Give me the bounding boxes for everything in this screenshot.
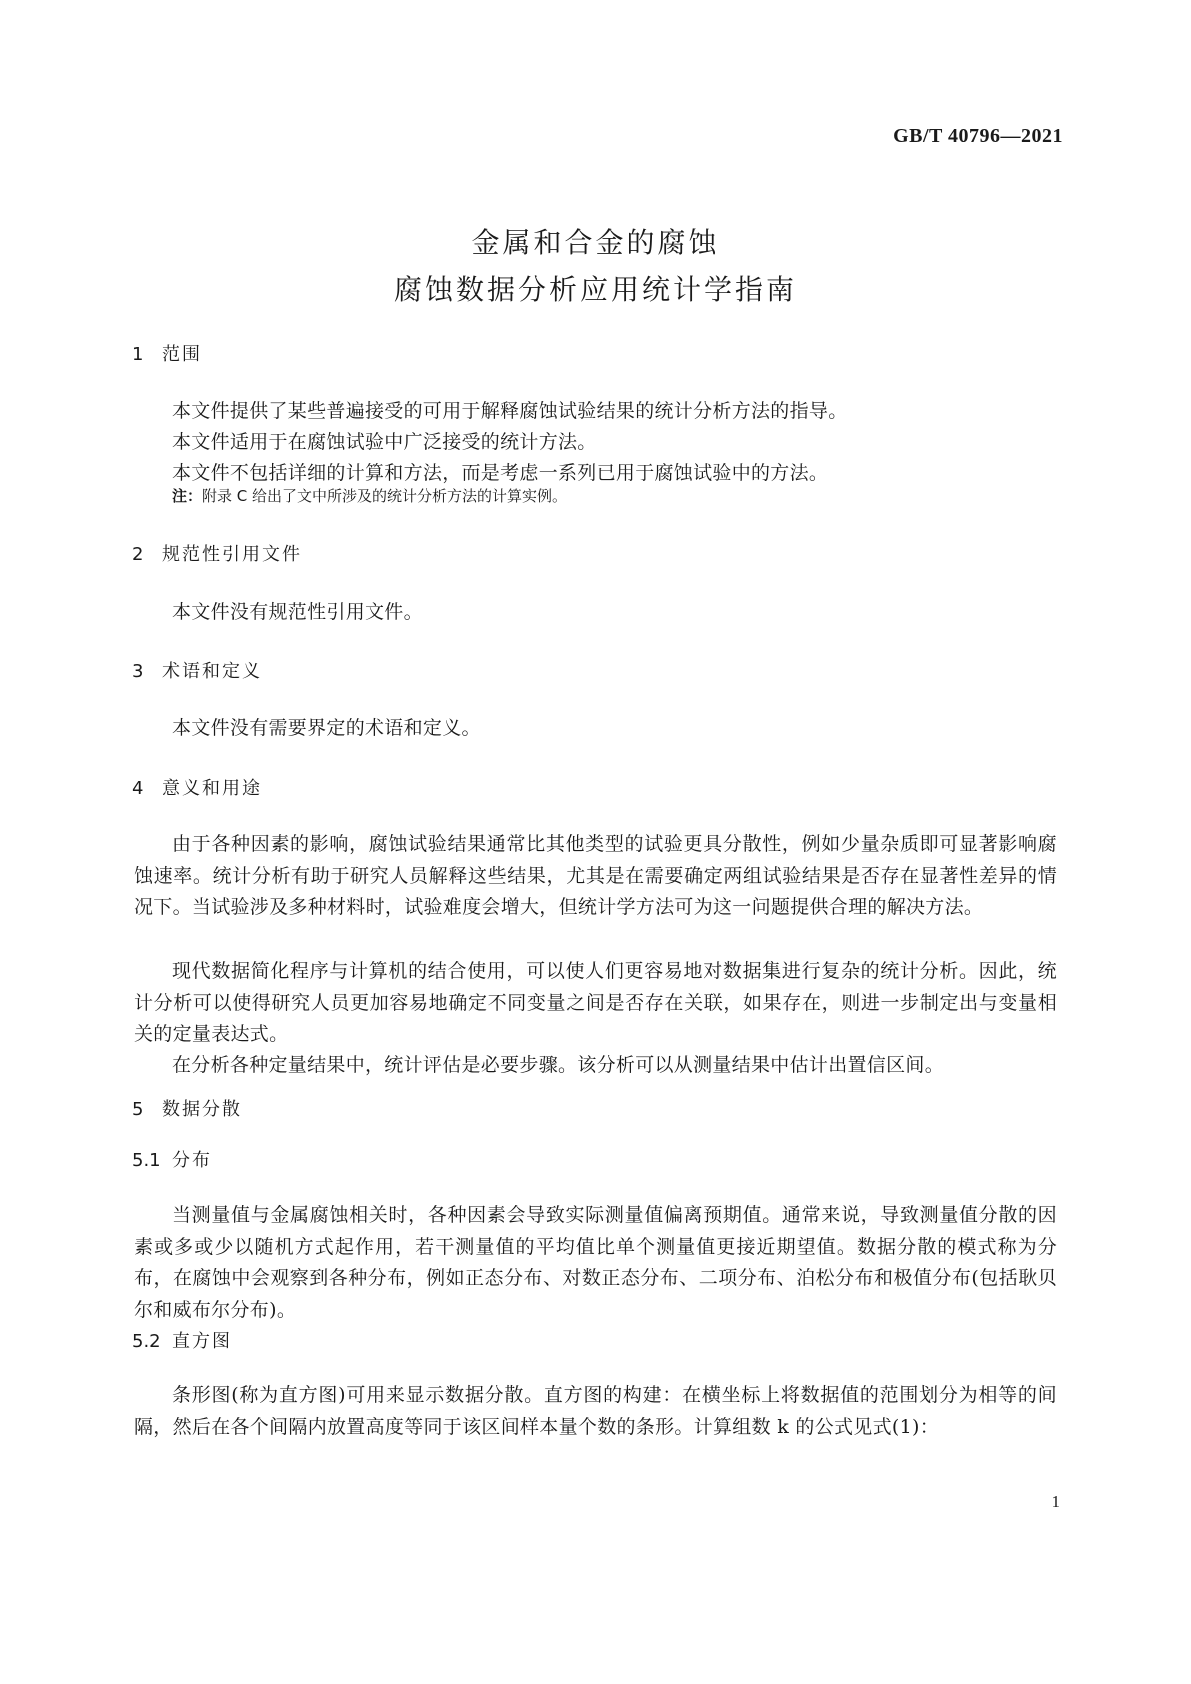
paragraph: 本文件适用于在腐蚀试验中广泛接受的统计方法。 [172,431,597,453]
standard-code: GB/T 40796—2021 [893,125,1063,147]
section-number: 5.1 [132,1150,161,1171]
section-5-2-heading [132,1333,232,1351]
section-number: 5.2 [132,1331,161,1352]
section-title: 意义和用途 [162,778,262,799]
paragraph: 由于各种因素的影响，腐蚀试验结果通常比其他类型的试验更具分散性，例如少量杂质即可显著影响腐蚀速率。统计分析有助于研究人员解释这些结果，尤其是在需要确定两组试验结果是否存在显著性差异的情况下。当试验涉及多种材料时，试验难度会增大，但统计学方法可为这一问题提供合理的解决方法。 [134,833,1057,918]
section-title: 直方图 [172,1331,232,1352]
paragraph: 条形图(称为直方图)可用来显示数据分散。直方图的构建：在横坐标上将数据值的范围划分为相等的间隔，然后在各个间隔内放置高度等同于该区间样本量个数的条形。计算组数 k 的公式见式(1)： [134,1384,1057,1438]
note [172,489,567,504]
paragraph: 本文件提供了某些普遍接受的可用于解释腐蚀试验结果的统计分析方法的指导。 [172,400,848,422]
section-title: 数据分散 [162,1099,242,1120]
paragraph: 在分析各种定量结果中，统计评估是必要步骤。该分析可以从测量结果中估计出置信区间。 [172,1054,945,1076]
section-5-1-heading [132,1152,212,1170]
section-5-heading [132,1101,242,1119]
note-text: 附录 C 给出了文中所涉及的统计分析方法的计算实例。 [202,487,568,505]
section-number: 3 [132,661,144,682]
paragraph: 当测量值与金属腐蚀相关时，各种因素会导致实际测量值偏离预期值。通常来说，导致测量值分散的因素或多或少以随机方式起作用，若干测量值的平均值比单个测量值更接近期望值。数据分散的模式称为分布，在腐蚀中会观察到各种分布，例如正态分布、对数正态分布、二项分布、泊松分布和极值分布(包括耿贝尔和威布尔分布)。 [134,1204,1057,1321]
section-number: 5 [132,1099,144,1120]
section-2-heading [132,546,302,564]
section-4-heading [132,780,262,798]
section-title: 规范性引用文件 [162,544,302,565]
document-title-line-1: 金属和合金的腐蚀 [471,226,720,259]
section-3-heading [132,663,262,681]
paragraph: 现代数据简化程序与计算机的结合使用，可以使人们更容易地对数据集进行复杂的统计分析。因此，统计分析可以使得研究人员更加容易地确定不同变量之间是否存在关联，如果存在，则进一步制定出与变量相关的定量表达式。 [134,960,1057,1045]
page-number: 1 [1051,1492,1060,1511]
paragraph: 本文件没有需要界定的术语和定义。 [172,717,481,739]
paragraph: 本文件没有规范性引用文件。 [172,601,423,623]
section-number: 2 [132,544,144,565]
section-number: 4 [132,778,144,799]
note-label: 注： [172,487,203,505]
document-title-line-2: 腐蚀数据分析应用统计学指南 [393,273,797,306]
section-title: 分布 [172,1150,212,1171]
section-number: 1 [132,344,144,365]
section-title: 术语和定义 [162,661,262,682]
paragraph: 本文件不包括详细的计算和方法，而是考虑一系列已用于腐蚀试验中的方法。 [172,462,829,484]
section-title: 范围 [162,344,202,365]
section-1-heading [132,346,202,364]
